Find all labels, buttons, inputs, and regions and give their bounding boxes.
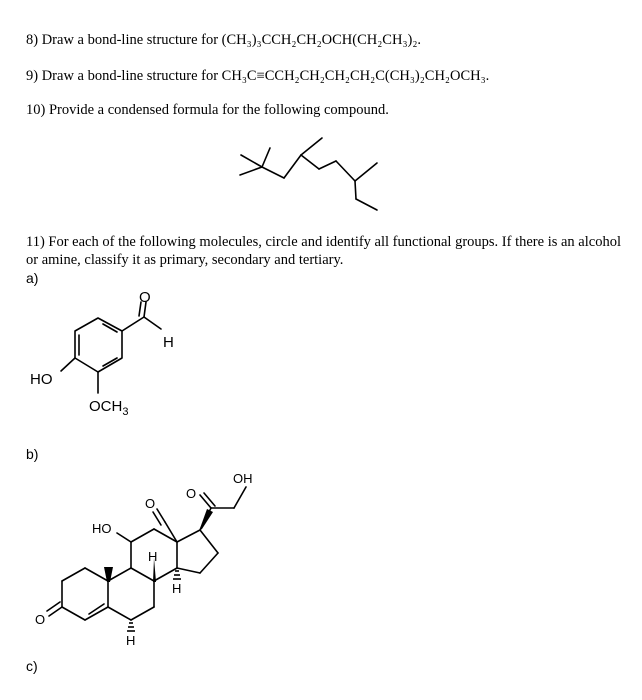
part-b-label: b) bbox=[26, 446, 39, 462]
part-a-label: a) bbox=[26, 270, 39, 286]
molecule-a-methoxy bbox=[89, 398, 128, 418]
q10-skeletal-structure bbox=[240, 138, 377, 210]
molecule-b-ring-a-oxygen: O bbox=[35, 612, 46, 627]
molecule-a-carbonyl-oxygen: O bbox=[139, 289, 151, 306]
molecule-b-h-hash-2: H bbox=[172, 581, 182, 596]
part-c-label: c) bbox=[26, 658, 38, 674]
question-9: 9) Draw a bond-line structure for CH₃C≡CCH₂CH₂CH₂CH₂C(CH₃)₂CH₂OCH₃. bbox=[26, 68, 490, 84]
molecule-b-wedge-3 bbox=[199, 509, 213, 531]
molecule-b bbox=[35, 471, 253, 648]
molecule-b-side-chain-oxygen: O bbox=[186, 486, 197, 501]
molecule-b-ketone-oxygen: O bbox=[145, 496, 156, 511]
molecule-a-bonds bbox=[61, 302, 161, 393]
molecule-b-h-wedge: H bbox=[148, 549, 158, 564]
molecule-b-hydroxyl: OH bbox=[233, 471, 253, 486]
molecule-a-aldehyde-h: H bbox=[163, 334, 174, 351]
molecule-a-hydroxyl: HO bbox=[30, 371, 53, 388]
molecule-b-ring-hydroxyl: HO bbox=[92, 521, 112, 536]
question-10: 10) Provide a condensed formula for the following compound. bbox=[26, 102, 389, 118]
question-8: 8) Draw a bond-line structure for (CH₃)₃CCH₂CH₂OCH(CH₂CH₃)₂. bbox=[26, 32, 422, 48]
molecule-a bbox=[30, 289, 174, 418]
question-11: 11) For each of the following molecules, circle and identify all functional groups. If there is an alcohol or amine, classify it as primary, secondary and tertiary. bbox=[26, 234, 621, 268]
molecule-b-h-hash-1: H bbox=[126, 633, 136, 648]
molecule-a-methoxy-subscript: 3 bbox=[122, 406, 129, 418]
molecule-a-methoxy-main: OCH bbox=[89, 398, 123, 415]
